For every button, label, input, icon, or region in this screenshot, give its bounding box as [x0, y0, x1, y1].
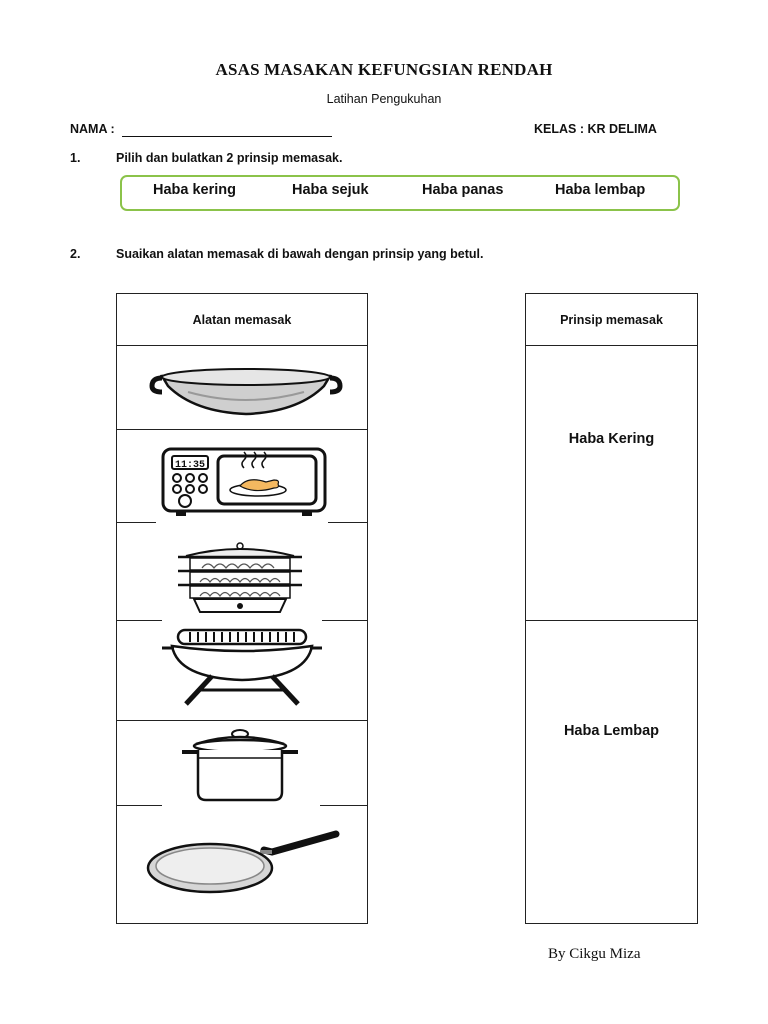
principles-header: Prinsip memasak — [560, 313, 663, 327]
steamer-icon[interactable] — [172, 540, 308, 614]
class-label: KELAS : KR DELIMA — [534, 122, 657, 136]
pot-icon[interactable] — [176, 726, 304, 804]
tools-header: Alatan memasak — [192, 313, 292, 327]
question-1-number: 1. — [70, 151, 81, 165]
row-divider — [328, 522, 368, 523]
principles-table — [525, 293, 698, 924]
grill-icon[interactable] — [160, 626, 324, 708]
microwave-icon[interactable] — [160, 446, 328, 518]
svg-text:11:35: 11:35 — [174, 460, 206, 471]
choice-haba-sejuk[interactable]: Haba sejuk — [292, 182, 369, 198]
frying-pan-icon[interactable] — [144, 828, 340, 898]
principle-haba-kering[interactable]: Haba Kering — [568, 431, 655, 447]
worksheet-title: ASAS MASAKAN KEFUNGSIAN RENDAH — [215, 60, 553, 79]
principle-haba-lembap[interactable]: Haba Lembap — [563, 723, 660, 739]
choice-haba-panas[interactable]: Haba panas — [422, 182, 504, 198]
row-divider — [525, 345, 698, 346]
name-label: NAMA : — [70, 122, 115, 136]
row-divider — [320, 805, 368, 806]
row-divider — [525, 620, 698, 621]
wok-icon[interactable] — [148, 362, 344, 418]
row-divider — [116, 345, 368, 346]
question-2-number: 2. — [70, 247, 81, 261]
name-field[interactable] — [122, 136, 332, 137]
choice-haba-lembap[interactable]: Haba lembap — [555, 182, 646, 198]
row-divider — [322, 620, 368, 621]
row-divider — [116, 429, 368, 430]
question-2-text: Suaikan alatan memasak di bawah dengan prinsip yang betul. — [116, 247, 484, 261]
worksheet-subtitle: Latihan Pengukuhan — [326, 92, 442, 106]
choice-haba-kering[interactable]: Haba kering — [153, 182, 236, 198]
row-divider — [116, 805, 162, 806]
author-byline: By Cikgu Miza — [548, 946, 641, 962]
row-divider — [116, 522, 156, 523]
question-1-text: Pilih dan bulatkan 2 prinsip memasak. — [116, 151, 343, 165]
row-divider — [116, 620, 162, 621]
row-divider — [116, 720, 368, 721]
